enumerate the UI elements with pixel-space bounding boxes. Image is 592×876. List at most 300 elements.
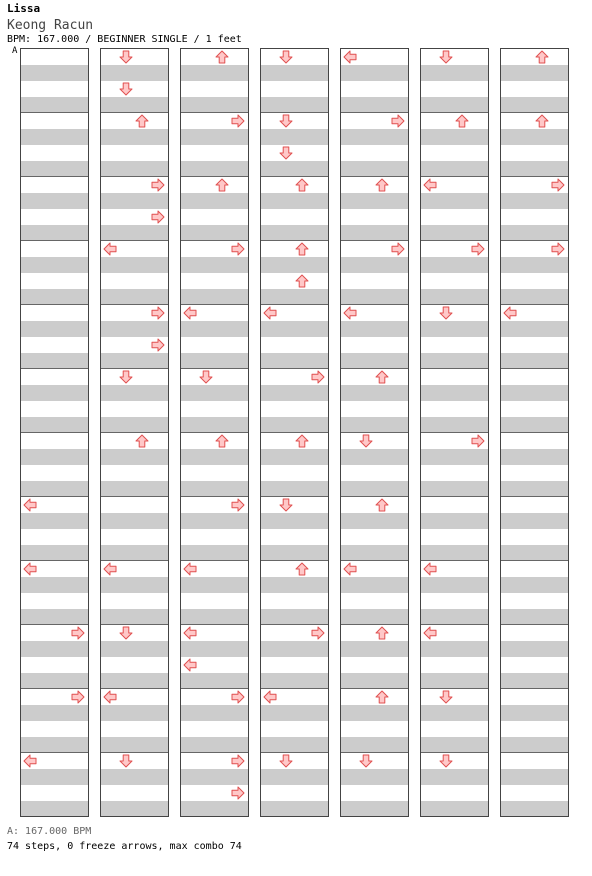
song-title: Keong Racun <box>7 18 94 33</box>
measure-line <box>421 560 488 561</box>
arrow-up-icon <box>375 370 389 384</box>
measure-line <box>21 688 88 689</box>
beat-band <box>181 737 248 753</box>
beat-band <box>101 321 168 337</box>
measure-line <box>501 304 568 305</box>
bpm-marker-label: A <box>12 46 18 56</box>
beat-band <box>101 289 168 305</box>
song-artist: Lissa <box>7 2 41 15</box>
arrow-right-icon <box>471 434 485 448</box>
beat-band <box>421 641 488 657</box>
measure-line <box>21 560 88 561</box>
beat-band <box>341 769 408 785</box>
measure-line <box>501 496 568 497</box>
arrow-right-icon <box>231 754 245 768</box>
beat-band <box>341 321 408 337</box>
beat-band <box>181 257 248 273</box>
measure-line <box>421 432 488 433</box>
beat-band <box>261 161 328 177</box>
beat-band <box>21 161 88 177</box>
measure-line <box>181 304 248 305</box>
beat-band <box>261 513 328 529</box>
beat-band <box>21 417 88 433</box>
arrow-right-icon <box>231 498 245 512</box>
beat-band <box>181 129 248 145</box>
beat-band <box>101 449 168 465</box>
beat-band <box>261 257 328 273</box>
beat-band <box>261 417 328 433</box>
beat-band <box>181 161 248 177</box>
arrow-up-icon <box>295 178 309 192</box>
measure-line <box>261 432 328 433</box>
beat-band <box>501 673 568 689</box>
beat-band <box>501 193 568 209</box>
beat-band <box>501 257 568 273</box>
beat-band <box>21 513 88 529</box>
beat-band <box>261 609 328 625</box>
measure-line <box>421 624 488 625</box>
arrow-right-icon <box>551 178 565 192</box>
beat-band <box>261 673 328 689</box>
arrow-up-icon <box>295 562 309 576</box>
measure-line <box>101 560 168 561</box>
beat-band <box>421 353 488 369</box>
arrow-left-icon <box>343 562 357 576</box>
beat-band <box>21 705 88 721</box>
measure-line <box>421 496 488 497</box>
beat-band <box>421 705 488 721</box>
measure-line <box>181 176 248 177</box>
arrow-left-icon <box>183 306 197 320</box>
measure-line <box>181 752 248 753</box>
arrow-right-icon <box>391 242 405 256</box>
arrow-left-icon <box>423 178 437 192</box>
measure-line <box>101 688 168 689</box>
beat-band <box>261 225 328 241</box>
arrow-right-icon <box>71 690 85 704</box>
beat-band <box>421 417 488 433</box>
measure-line <box>341 560 408 561</box>
beat-band <box>101 129 168 145</box>
measure-line <box>341 752 408 753</box>
beat-band <box>501 321 568 337</box>
bpm-legend: A: 167.000 BPM <box>7 826 92 837</box>
measure-line <box>181 432 248 433</box>
measure-line <box>21 240 88 241</box>
beat-band <box>421 673 488 689</box>
beat-band <box>341 161 408 177</box>
beat-band <box>21 97 88 113</box>
arrow-down-icon <box>279 114 293 128</box>
beat-band <box>261 481 328 497</box>
arrow-left-icon <box>183 658 197 672</box>
arrow-right-icon <box>151 306 165 320</box>
beat-band <box>101 417 168 433</box>
beat-band <box>181 609 248 625</box>
measure-line <box>21 624 88 625</box>
beat-band <box>421 449 488 465</box>
beat-band <box>501 97 568 113</box>
beat-band <box>341 289 408 305</box>
measure-line <box>421 112 488 113</box>
arrow-left-icon <box>503 306 517 320</box>
beat-band <box>181 513 248 529</box>
arrow-left-icon <box>263 690 277 704</box>
beat-band <box>501 385 568 401</box>
beat-band <box>21 65 88 81</box>
beat-band <box>341 801 408 817</box>
beat-band <box>501 513 568 529</box>
measure-line <box>181 496 248 497</box>
beat-band <box>501 65 568 81</box>
beat-band <box>341 193 408 209</box>
arrow-up-icon <box>215 434 229 448</box>
chart-column <box>100 48 169 817</box>
measure-line <box>341 688 408 689</box>
beat-band <box>501 577 568 593</box>
measure-line <box>421 752 488 753</box>
beat-band <box>181 193 248 209</box>
beat-band <box>101 641 168 657</box>
measure-line <box>181 368 248 369</box>
beat-band <box>341 609 408 625</box>
beat-band <box>261 321 328 337</box>
arrow-left-icon <box>183 562 197 576</box>
beat-band <box>341 97 408 113</box>
measure-line <box>501 624 568 625</box>
beat-band <box>341 449 408 465</box>
beat-band <box>21 801 88 817</box>
beat-band <box>341 577 408 593</box>
beat-band <box>501 161 568 177</box>
measure-line <box>21 752 88 753</box>
beat-band <box>21 737 88 753</box>
measure-line <box>501 752 568 753</box>
beat-band <box>101 513 168 529</box>
beat-band <box>261 449 328 465</box>
beat-band <box>21 577 88 593</box>
beat-band <box>21 225 88 241</box>
beat-band <box>261 641 328 657</box>
beat-band <box>21 353 88 369</box>
beat-band <box>21 673 88 689</box>
arrow-up-icon <box>135 114 149 128</box>
arrow-down-icon <box>119 754 133 768</box>
beat-band <box>101 65 168 81</box>
arrow-down-icon <box>279 50 293 64</box>
arrow-up-icon <box>135 434 149 448</box>
arrow-down-icon <box>119 626 133 640</box>
measure-line <box>101 368 168 369</box>
arrow-right-icon <box>231 242 245 256</box>
chart-column <box>420 48 489 817</box>
beat-band <box>181 321 248 337</box>
beat-band <box>341 705 408 721</box>
beat-band <box>261 289 328 305</box>
arrow-left-icon <box>343 50 357 64</box>
measure-line <box>261 624 328 625</box>
measure-line <box>181 112 248 113</box>
beat-band <box>501 545 568 561</box>
beat-band <box>421 769 488 785</box>
chart-column <box>20 48 89 817</box>
measure-line <box>341 496 408 497</box>
measure-line <box>21 112 88 113</box>
beat-band <box>421 321 488 337</box>
beat-band <box>421 737 488 753</box>
beat-band <box>21 321 88 337</box>
measure-line <box>21 368 88 369</box>
beat-band <box>501 481 568 497</box>
beat-band <box>501 801 568 817</box>
beat-band <box>501 225 568 241</box>
measure-line <box>101 624 168 625</box>
arrow-down-icon <box>119 50 133 64</box>
measure-line <box>421 304 488 305</box>
measure-line <box>261 176 328 177</box>
beat-band <box>341 225 408 241</box>
beat-band <box>261 737 328 753</box>
beat-band <box>341 65 408 81</box>
beat-band <box>101 577 168 593</box>
beat-band <box>181 641 248 657</box>
measure-line <box>261 688 328 689</box>
beat-band <box>181 417 248 433</box>
arrow-right-icon <box>311 626 325 640</box>
arrow-up-icon <box>295 434 309 448</box>
beat-band <box>181 673 248 689</box>
beat-band <box>501 289 568 305</box>
arrow-up-icon <box>375 626 389 640</box>
measure-line <box>181 240 248 241</box>
beat-band <box>421 225 488 241</box>
measure-line <box>261 112 328 113</box>
beat-band <box>181 65 248 81</box>
beat-band <box>341 257 408 273</box>
beat-band <box>181 449 248 465</box>
measure-line <box>421 688 488 689</box>
beat-band <box>181 385 248 401</box>
arrow-down-icon <box>359 434 373 448</box>
beat-band <box>101 673 168 689</box>
arrow-up-icon <box>535 114 549 128</box>
beat-band <box>21 545 88 561</box>
arrow-right-icon <box>551 242 565 256</box>
measure-line <box>341 432 408 433</box>
measure-line <box>261 560 328 561</box>
beat-band <box>21 129 88 145</box>
beat-band <box>501 609 568 625</box>
arrow-down-icon <box>279 146 293 160</box>
beat-band <box>421 257 488 273</box>
chart-column <box>260 48 329 817</box>
beat-band <box>261 545 328 561</box>
beat-band <box>341 417 408 433</box>
measure-line <box>101 496 168 497</box>
beat-band <box>101 385 168 401</box>
arrow-left-icon <box>103 242 117 256</box>
arrow-up-icon <box>375 690 389 704</box>
measure-line <box>101 304 168 305</box>
beat-band <box>501 737 568 753</box>
beat-band <box>421 161 488 177</box>
beat-band <box>21 641 88 657</box>
beat-band <box>501 353 568 369</box>
arrow-up-icon <box>215 178 229 192</box>
measure-line <box>181 560 248 561</box>
arrow-up-icon <box>455 114 469 128</box>
arrow-left-icon <box>423 626 437 640</box>
beat-band <box>181 769 248 785</box>
measure-line <box>181 624 248 625</box>
arrow-right-icon <box>231 114 245 128</box>
beat-band <box>261 801 328 817</box>
measure-line <box>261 496 328 497</box>
beat-band <box>261 353 328 369</box>
beat-band <box>181 481 248 497</box>
arrow-left-icon <box>23 498 37 512</box>
beat-band <box>261 65 328 81</box>
measure-line <box>101 752 168 753</box>
beat-band <box>101 481 168 497</box>
beat-band <box>341 385 408 401</box>
beat-band <box>421 385 488 401</box>
beat-band <box>341 513 408 529</box>
arrow-right-icon <box>231 690 245 704</box>
beat-band <box>421 513 488 529</box>
beat-band <box>181 705 248 721</box>
arrow-right-icon <box>151 338 165 352</box>
measure-line <box>101 432 168 433</box>
beat-band <box>101 801 168 817</box>
arrow-left-icon <box>183 626 197 640</box>
beat-band <box>421 801 488 817</box>
arrow-down-icon <box>439 754 453 768</box>
beat-band <box>21 481 88 497</box>
beat-band <box>261 385 328 401</box>
beat-band <box>501 129 568 145</box>
beat-band <box>101 769 168 785</box>
beat-band <box>261 769 328 785</box>
measure-line <box>421 240 488 241</box>
beat-band <box>101 705 168 721</box>
beat-band <box>341 641 408 657</box>
beat-band <box>501 769 568 785</box>
measure-line <box>501 432 568 433</box>
measure-line <box>341 240 408 241</box>
arrow-left-icon <box>23 562 37 576</box>
measure-line <box>501 688 568 689</box>
beat-band <box>181 545 248 561</box>
beat-band <box>181 289 248 305</box>
arrow-left-icon <box>263 306 277 320</box>
arrow-down-icon <box>439 50 453 64</box>
arrow-up-icon <box>375 178 389 192</box>
beat-band <box>341 737 408 753</box>
beat-band <box>421 129 488 145</box>
beat-band <box>341 353 408 369</box>
measure-line <box>261 304 328 305</box>
arrow-down-icon <box>119 82 133 96</box>
measure-line <box>101 240 168 241</box>
arrow-up-icon <box>215 50 229 64</box>
arrow-right-icon <box>311 370 325 384</box>
beat-band <box>21 449 88 465</box>
beat-band <box>101 257 168 273</box>
arrow-up-icon <box>535 50 549 64</box>
arrow-left-icon <box>423 562 437 576</box>
measure-line <box>101 112 168 113</box>
beat-band <box>261 97 328 113</box>
beat-band <box>101 225 168 241</box>
arrow-down-icon <box>439 306 453 320</box>
beat-band <box>21 609 88 625</box>
beat-band <box>341 481 408 497</box>
beat-band <box>421 97 488 113</box>
beat-band <box>101 97 168 113</box>
chart-info: BPM: 167.000 / BEGINNER SINGLE / 1 feet <box>7 34 242 45</box>
arrow-right-icon <box>231 786 245 800</box>
beat-band <box>181 97 248 113</box>
arrow-down-icon <box>119 370 133 384</box>
arrow-left-icon <box>103 562 117 576</box>
beat-band <box>341 545 408 561</box>
beat-band <box>421 577 488 593</box>
beat-band <box>21 769 88 785</box>
arrow-right-icon <box>71 626 85 640</box>
beat-band <box>181 801 248 817</box>
arrow-left-icon <box>23 754 37 768</box>
measure-line <box>501 240 568 241</box>
arrow-down-icon <box>279 498 293 512</box>
measure-line <box>181 688 248 689</box>
measure-line <box>21 496 88 497</box>
measure-line <box>21 176 88 177</box>
measure-line <box>501 176 568 177</box>
chart-stats: 74 steps, 0 freeze arrows, max combo 74 <box>7 841 242 852</box>
beat-band <box>341 129 408 145</box>
measure-line <box>261 368 328 369</box>
arrow-left-icon <box>343 306 357 320</box>
arrow-right-icon <box>151 210 165 224</box>
measure-line <box>341 624 408 625</box>
chart-column <box>340 48 409 817</box>
arrow-up-icon <box>375 498 389 512</box>
measure-line <box>421 176 488 177</box>
beat-band <box>261 705 328 721</box>
measure-line <box>501 368 568 369</box>
beat-band <box>21 257 88 273</box>
beat-band <box>101 353 168 369</box>
beat-band <box>501 641 568 657</box>
measure-line <box>21 432 88 433</box>
chart-column <box>180 48 249 817</box>
arrow-right-icon <box>471 242 485 256</box>
beat-band <box>181 225 248 241</box>
beat-band <box>501 705 568 721</box>
arrow-down-icon <box>359 754 373 768</box>
beat-band <box>501 417 568 433</box>
beat-band <box>21 193 88 209</box>
measure-line <box>101 176 168 177</box>
beat-band <box>421 481 488 497</box>
beat-band <box>101 545 168 561</box>
beat-band <box>261 577 328 593</box>
beat-band <box>421 609 488 625</box>
arrow-left-icon <box>103 690 117 704</box>
measure-line <box>261 752 328 753</box>
arrow-down-icon <box>439 690 453 704</box>
